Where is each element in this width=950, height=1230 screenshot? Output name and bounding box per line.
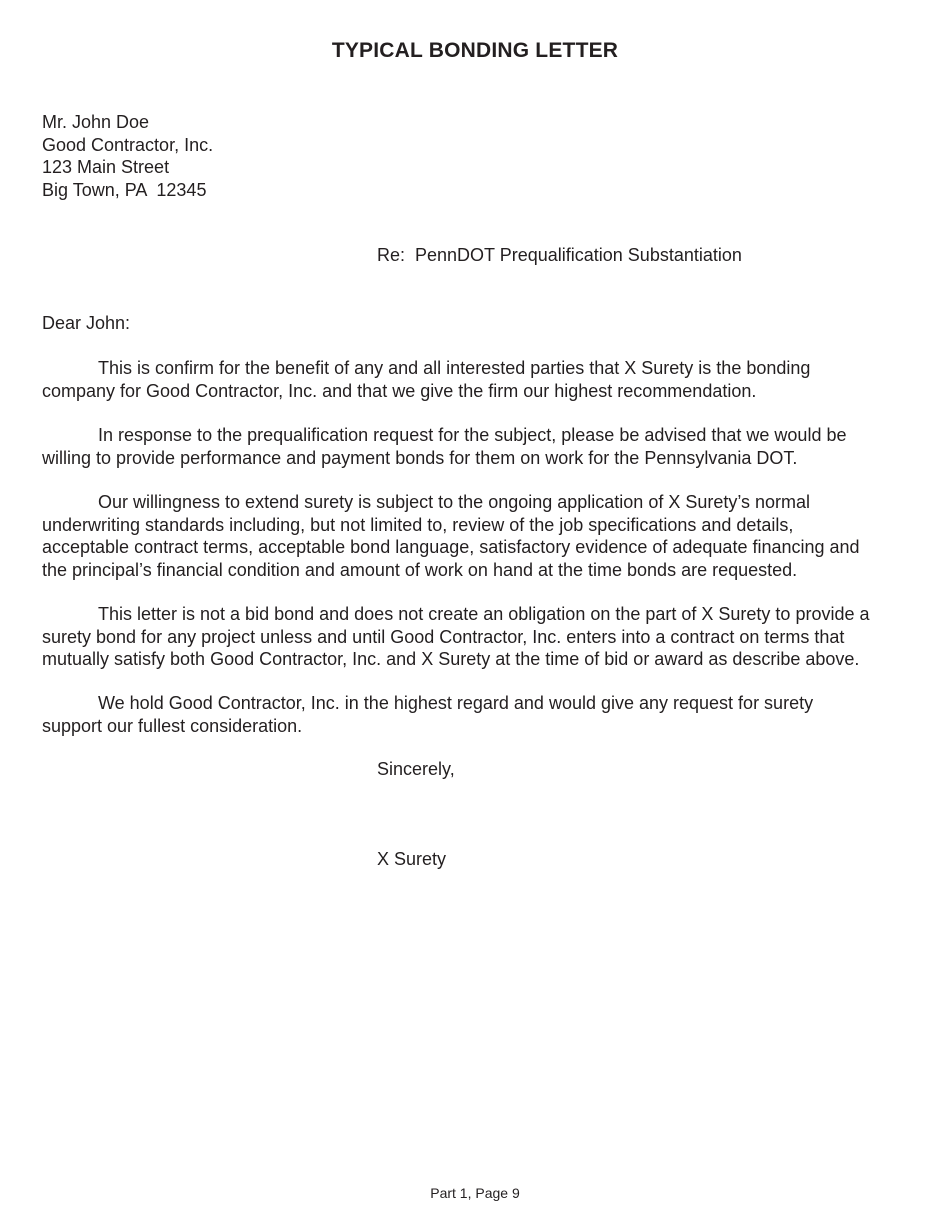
recipient-name: Mr. John Doe [42,112,150,132]
recipient-city-state-zip: Big Town, PA 12345 [42,179,207,200]
paragraph-line: acceptable contract terms, acceptable bond language, satisfactory evidence of adequate financing and [42,537,860,557]
body-paragraph-4 [42,603,914,671]
paragraph-line: surety bond for any project unless and until Good Contractor, Inc. enters into a contract on terms that [42,626,845,647]
paragraph-line: Our willingness to extend surety is subject to the ongoing application of X Surety’s normal [98,492,811,512]
paragraph-line: In response to the prequalification request for the subject, please be advised that we would be [98,425,847,445]
body-paragraph-5 [42,692,914,737]
paragraph-line: willing to provide performance and payment bonds for them on work for the Pennsylvania DOT. [42,447,798,468]
paragraph-line: This is confirm for the benefit of any and all interested parties that X Surety is the bonding [98,358,811,378]
paragraph-line: mutually satisfy both Good Contractor, Inc. and X Surety at the time of bid or award as describe above. [42,649,860,669]
paragraph-line: support our fullest consideration. [42,715,303,736]
body-paragraph-1 [42,357,914,402]
paragraph-line: company for Good Contractor, Inc. and that we give the firm our highest recommendation. [42,380,757,401]
subject-line: Re: PennDOT Prequalification Substantiation [377,245,742,265]
recipient-company: Good Contractor, Inc. [42,134,214,155]
paragraph-line: the principal’s financial condition and amount of work on hand at the time bonds are requested. [42,559,798,580]
body-paragraph-2 [42,424,914,469]
document-title: TYPICAL BONDING LETTER [331,39,619,62]
signatory: X Surety [377,849,447,869]
paragraph-line: underwriting standards including, but not limited to, review of the job specifications and details, [42,514,794,535]
recipient-street: 123 Main Street [42,157,170,177]
paragraph-line: This letter is not a bid bond and does not create an obligation on the part of X Surety to provide a [98,604,870,624]
recipient-address [42,111,213,201]
page-number-footer: Part 1, Page 9 [430,1185,520,1201]
paragraph-line: We hold Good Contractor, Inc. in the highest regard and would give any request for surety [98,693,814,713]
closing: Sincerely, [377,759,455,779]
body-paragraph-3 [42,491,914,581]
salutation: Dear John: [42,313,131,333]
